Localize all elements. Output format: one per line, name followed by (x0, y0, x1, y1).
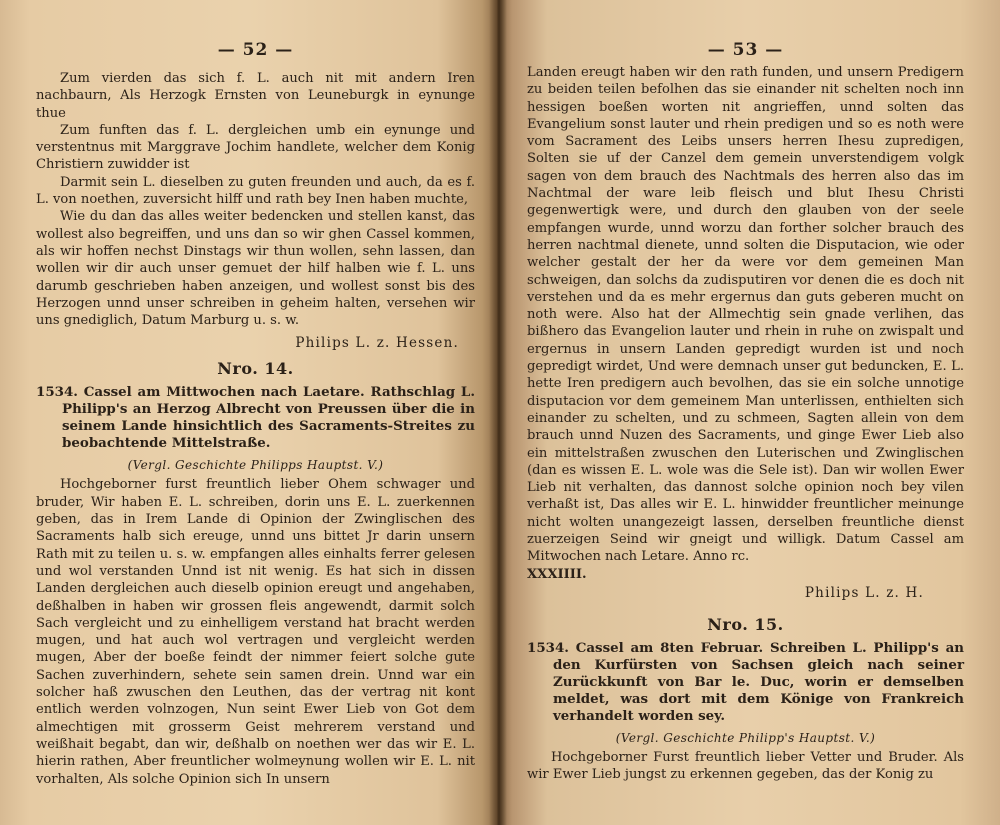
letter-body: Landen ereugt haben wir den rath funden, und unsern Predigern zu beiden teilen befolhen das sie einander nit schelten noch inn hessigen boeßen worten nit angrieffen, unnd solten das Evangelium sonst lauter und rhein predigen und so es noth were vom Sacrament des Leibs unsers herren Ihesu zupredigen, Solten sie uf der Canzel dem gemein unverstendigem volgk sagen von dem brauch des Nachtmals des herren also das im Nachtmal der ware leib fleisch und blut Ihesu Christi gegenwertigk were, und durch den glauben von der seele empfangen wurde, unnd worzu dan forther solcher brauch des herren nachtmal dienete, unnd solten die Disputacion, wie oder welcher gestalt der her da were vor dem gemeinen Man schweigen, dan solchs da zudisputiren vor denen die es doch nit verstehen und da es mehr ergernus dan guts geberen mucht on noth were. Also hat der Allmechtig sein gnade verlihen, das bißhero das Evangelion lauter und rhein in ruhe on zwispalt und ergernus in unsern Landen gepredigt wurden ist und noch gepredigt wirdet, Und were demnach unser gut beduncken, E. L. hette Iren predigern auch bevolhen, das sie ein solche unnotige disputacion vor dem gemeinem Man unterlissen, enthielten sich einander zu schelten, und zu schmeen, Sagten allein von dem brauch unnd Nuzen des Sacraments, und ginge Ewer Lieb also ein mittelstraßen zwuschen den Luterischen und Zwinglischen (dan es wissen E. L. wole was die Sele ist). Dan wir wollen Ewer Lieb nit verhalten, das dannost solche opinion noch bey vilen verhaßt ist, Das alles wir E. L. hinwidder freuntlicher meinunge nicht wolten unangezeigt lassen, derselben freuntliche dienst zuerzeigen Seind wir gneigt und willigk. Datum Cassel am Mitwochen nach Letare. Anno rc. (527, 65, 964, 565)
paragraph: Zum funften das f. L. dergleichen umb ein eynunge und verstentnus mit Marggrave Jochim handlete, welcher dem Konig Christiern zuwidder ist (36, 122, 475, 173)
page-number: — 53 — (707, 40, 784, 60)
paragraph: Wie du dan das alles weiter bedencken und stellen kanst, das wollest also begreiffen, und uns dan so wir ghen Cassel kommen, als wir hoffen nechst Dinstags wir thun wollen, sehn lassen, dan wollen wir dir auch unser gemuet der hilf halben wie f. L. uns darumb geschrieben haben anzeigen, und wollest sonst bis des Herzogen unnd unser schreiben in geheim halten, versehen wir uns gnediglich, Datum Marburg u. s. w. (36, 209, 475, 329)
year: XXXIIII. (527, 566, 587, 582)
letter-opening: Hochgeborner Furst freuntlich lieber Vetter und Bruder. Als wir Ewer Lieb jungst zu erkennen gegeben, das der Konig zu (527, 749, 964, 782)
book-gutter (489, 0, 507, 825)
letter-body: Hochgeborner furst freuntlich lieber Ohem schwager und bruder, Wir haben E. L. schreiben, dorin uns E. L. zuerkennen geben, das in Irem Lande di Opinion der Zwinglischen des Sacraments halb sich ereuge, unnd uns bittet Jr darin unsern Rath mit zu teilen u. s. w. empfangen alles einhalts ferrer gelesen und wol verstanden Unnd ist nit wenig. Es hat sich in dissen Landen dergleichen auch dieselb opinion ereugt und angehaben, deßhalben in haben wir grossen fleis angewendt, darmit solch Sach vergleicht und zu einhelligem verstand hat bracht werden mugen, und hat auch wol vertragen und vergleicht werden mugen, Aber der boeße feindt der nimmer feiert solche gute Sachen zuverhindern, sehete sein samen drein. Unnd war ein solcher haß zwuschen den Leuthen, das der vertrag nit kont entlich werden volnzogen, Nun seint Ewer Lieb von Got dem almechtigen mit grosserm Geist mehrerem verstand und weißhait begabt, dan wir, deßhalb on noethen wer das wir E. L. hierin rathen, Aber freuntlicher wolmeynung wollen wir E. L. nit vorhalten, Als solche Opinion sich In unsern (36, 477, 475, 787)
signature: Philips L. z. H. (804, 584, 924, 601)
document-number: Nro. 15. (707, 614, 784, 634)
right-page (497, 0, 1000, 825)
paragraph: Zum vierden das sich f. L. auch nit mit andern Iren nachbaurn, Als Herzogk Ernsten von Leuneburgk in eynunge thue (36, 71, 475, 121)
left-page (0, 0, 497, 825)
reference-note: (Vergl. Geschichte Philipps Hauptst. V.) (127, 458, 384, 473)
page-number: — 52 — (217, 40, 294, 60)
signature: Philips L. z. Hessen. (295, 335, 459, 352)
document-heading: 1534. Cassel am Mittwochen nach Laetare. Rathschlag L. Philipp's an Herzog Albrecht von Preussen über die in seinem Lande hinsichtlich des Sacraments-Streites zu beobachtende Mittelstraße. (36, 384, 475, 452)
year-line (527, 566, 964, 583)
paragraph: Darmit sein L. dieselben zu guten freunden und auch, da es f. L. von noethen, zuversicht hilff und rath bey Inen haben muchte, (36, 174, 475, 208)
document-number: Nro. 14. (217, 359, 294, 379)
document-heading: 1534. Cassel am 8ten Februar. Schreiben L. Philipp's an den Kurfürsten von Sachsen gleich nach seiner Zurückkunft von Bar le. Duc, worin er demselben meldet, was dort mit dem Könige von Frankreich verhandelt worden sey. (527, 639, 964, 724)
reference-note: (Vergl. Geschichte Philipp's Hauptst. V.) (615, 730, 876, 745)
